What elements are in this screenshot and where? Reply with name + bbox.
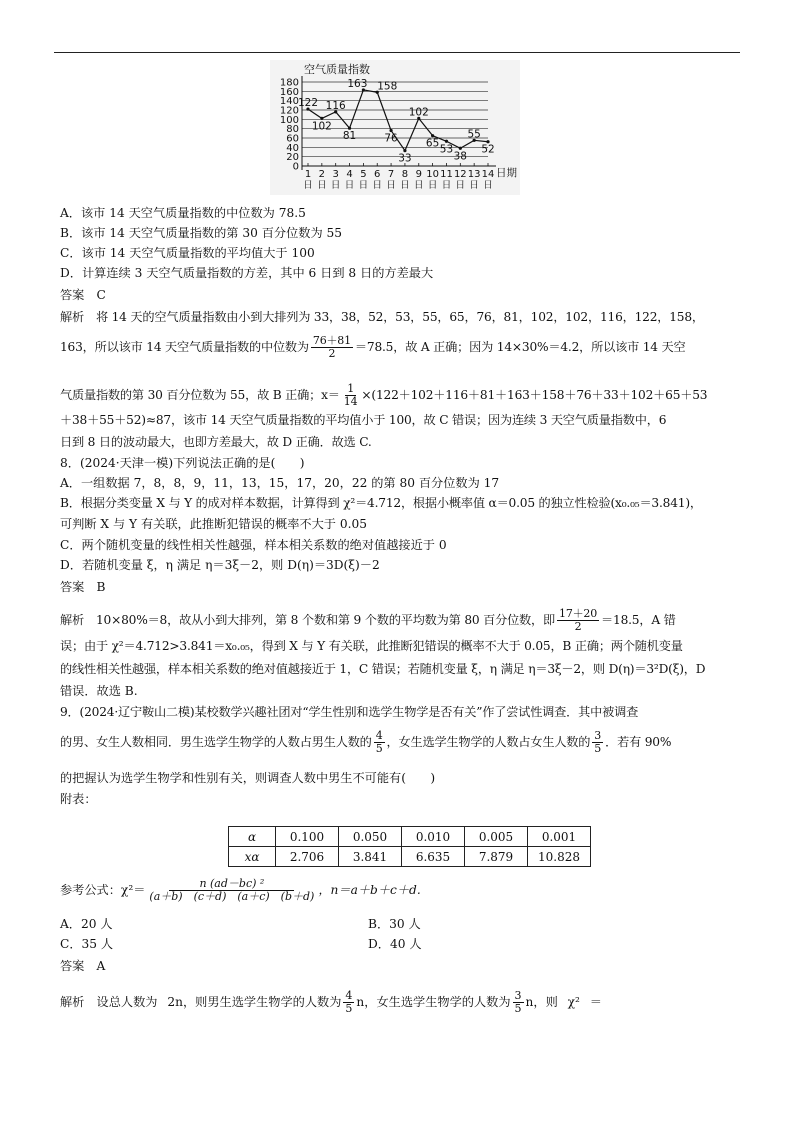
- chart-title: 空气质量指数: [304, 63, 370, 76]
- data-label: 55: [467, 128, 481, 141]
- q9-option-b: B．30 人: [368, 917, 421, 931]
- y-tick-label: 120: [279, 105, 299, 117]
- q9-stem-line-1: 9．(2024·辽宁鞍山二模)某校数学兴趣社团对“学生性别和选学生物学是否有关”作了尝试性调查．其中被调查: [60, 705, 639, 719]
- x-tick-label-unit: 日: [469, 180, 479, 191]
- q9-explanation-line-1: 解析 设总人数为 2n，则男生选学生物学的人数为 $\frac{4}{5}$ n，女生选学生物学的人数为 $\frac{3}{5}$ n，则 χ² ＝: [60, 989, 602, 1015]
- q8-option-d: D．若随机变量 ξ，η 满足 η＝3ξ－2，则 D(η)＝3D(ξ)－2: [60, 558, 380, 572]
- data-label: 33: [398, 152, 412, 165]
- x-tick-label-unit: 日: [414, 180, 424, 191]
- data-label: 81: [342, 130, 357, 143]
- q7-explanation-line-2: 163，所以该市 14 天空气质量指数的中位数为 $\frac{76+81}{2}$ ＝78.5，故 A 正确；因为 14×30%＝4.2，所以该市 14 天空: [60, 334, 686, 360]
- q7-answer: 答案 C: [60, 288, 106, 302]
- q7-explanation-line-3: 气质量指数的第 30 百分位数为 55，故 B 正确；x＝ $\frac{1}{14}$ ×(122＋102＋116＋81＋163＋158＋76＋33＋102＋65＋53: [60, 382, 708, 408]
- x-tick-label-number: 6: [374, 169, 381, 180]
- q8-option-a: A．一组数据 7，8，8，9，11，13，15，17，20，22 的第 80 百分位数为 17: [60, 476, 500, 490]
- x-tick-label-number: 10: [426, 169, 439, 180]
- critical-value-table: [228, 826, 591, 867]
- table-cell: 0.001: [528, 827, 591, 847]
- data-label: 52: [481, 143, 495, 156]
- q8-option-b-line-2: 可判断 X 与 Y 有关联，此推断犯错误的概率不大于 0.05: [60, 517, 367, 531]
- data-label: 102: [311, 120, 332, 133]
- table-cell: 2.706: [276, 847, 339, 867]
- chi-square-formula-fraction: $\frac{\text{n (ad－bc) ²}}{(a+b) (c+d) (a+c) (b+d)}$: [149, 877, 315, 903]
- y-tick-label: 180: [279, 77, 299, 89]
- data-label: 163: [347, 77, 368, 90]
- fraction: $\frac{3}{5}$: [514, 989, 522, 1015]
- table-cell: 0.100: [276, 827, 339, 847]
- table-cell: 0.050: [339, 827, 402, 847]
- x-tick-label-unit: 日: [330, 180, 341, 191]
- x-tick-label-number: 9: [415, 169, 422, 180]
- x-tick-label-unit: 日: [441, 180, 452, 191]
- y-tick-label: 140: [279, 96, 299, 108]
- y-tick-label: 60: [286, 133, 299, 145]
- x-tick-label-unit: 日: [372, 180, 382, 191]
- data-label: 65: [425, 137, 440, 150]
- q8-option-c: C．两个随机变量的线性相关性越强，样本相关系数的绝对值越接近于 0: [60, 538, 447, 552]
- y-tick-label: 100: [279, 114, 299, 126]
- data-label: 158: [377, 80, 398, 93]
- x-tick-label-unit: 日: [483, 180, 493, 191]
- y-tick-label: 0: [292, 161, 299, 173]
- y-tick-label: 20: [286, 152, 299, 164]
- table-cell: 7.879: [465, 847, 528, 867]
- data-label: 122: [297, 97, 319, 110]
- x-tick-label-unit: 日: [303, 180, 313, 191]
- data-label: 53: [439, 143, 454, 156]
- q9-appendix-label: 附表：: [60, 792, 97, 806]
- table-cell: 3.841: [339, 847, 402, 867]
- x-tick-label-number: 7: [387, 169, 395, 180]
- q7-option-b: B．该市 14 天空气质量指数的第 30 百分位数为 55: [60, 226, 343, 240]
- data-label: 76: [384, 132, 398, 145]
- y-tick-label: 80: [286, 124, 299, 136]
- table-cell: 10.828: [528, 847, 591, 867]
- q9-option-d: D．40 人: [368, 937, 422, 951]
- x-tick-label-unit: 日: [358, 180, 369, 191]
- x-tick-label-unit: 日: [317, 180, 327, 191]
- q7-option-d: D．计算连续 3 天空气质量指数的方差，其中 6 日到 8 日的方差最大: [60, 266, 434, 280]
- x-tick-label-number: 4: [346, 169, 353, 180]
- x-tick-label-number: 2: [318, 169, 326, 180]
- q7-explanation-line-5: 日到 8 日的波动最大，也即方差最大，故 D 正确．故选 C.: [60, 435, 372, 449]
- q9-option-a: A．20 人: [60, 917, 113, 931]
- fraction: $\frac{1}{14}$: [343, 382, 358, 408]
- q8-option-b-line-1: B．根据分类变量 X 与 Y 的成对样本数据，计算得到 χ²＝4.712，根据小概率值 α＝0.05 的独立性检验(x₀.₀₅＝3.841)，: [60, 496, 702, 510]
- q8-explanation-line-4: 错误．故选 B.: [60, 684, 138, 698]
- q9-answer: 答案 A: [60, 959, 106, 973]
- q9-stem-line-3: 的把握认为选学生物学和性别有关，则调查人数中男生不可能有( ): [60, 771, 436, 785]
- q8-explanation-line-1: 解析 10×80%＝8，故从小到大排列，第 8 个数和第 9 个数的平均数为第 80 百分位数，即 $\frac{17+20}{2}$ ＝18.5，A 错: [60, 607, 676, 633]
- fraction: $\frac{76+81}{2}$: [312, 334, 351, 360]
- q7-explanation-line-4: ＋38＋55＋52)≈87，该市 14 天空气质量指数的平均值小于 100，故 C 错误；因为连续 3 天空气质量指数中，6: [60, 413, 667, 427]
- table-row: [229, 827, 591, 847]
- fraction: $\frac{4}{5}$: [345, 989, 353, 1015]
- q9-option-c: C．35 人: [60, 937, 114, 951]
- x-tick-label-unit: 日: [344, 180, 355, 191]
- y-tick-label: 160: [279, 86, 299, 98]
- fraction: $\frac{3}{5}$: [594, 729, 602, 755]
- fraction: $\frac{17+20}{2}$: [559, 607, 598, 633]
- q8-answer: 答案 B: [60, 580, 106, 594]
- table-cell: 6.635: [402, 847, 465, 867]
- x-tick-label-unit: 日: [400, 180, 410, 191]
- q9-stem-line-2: 的男、女生人数相同．男生选学生物学的人数占男生人数的 $\frac{4}{5}$ ，女生选学生物学的人数占女生人数的 $\frac{3}{5}$ ．若有 90%: [60, 729, 672, 755]
- x-tick-label-number: 12: [453, 169, 467, 180]
- table-cell: xα: [229, 847, 276, 867]
- x-tick-label-number: 5: [360, 169, 367, 180]
- data-label: 116: [325, 99, 346, 112]
- x-tick-label-number: 14: [481, 169, 495, 180]
- fraction: $\frac{4}{5}$: [375, 729, 383, 755]
- x-tick-label-number: 13: [467, 169, 481, 180]
- x-tick-label-unit: 日: [427, 180, 438, 191]
- x-tick-label-unit: 日: [455, 180, 466, 191]
- q7-option-a: A．该市 14 天空气质量指数的中位数为 78.5: [60, 206, 306, 220]
- header-rule: [54, 52, 740, 53]
- q9-formula: 参考公式：χ²＝ $\frac{\text{n (ad－bc) ²}}{(a+b) (c+d) (a+c) (b+d)}$ ，n＝a＋b＋c＋d.: [60, 877, 421, 903]
- x-tick-label-number: 3: [332, 169, 339, 180]
- q8-explanation-line-2: 误；由于 χ²＝4.712>3.841＝x₀.₀₅，得到 X 与 Y 有关联，此推断犯错误的概率不大于 0.05，B 正确；两个随机变量: [60, 639, 683, 653]
- table-cell: 0.010: [402, 827, 465, 847]
- q7-option-c: C．该市 14 天空气质量指数的平均值大于 100: [60, 246, 315, 260]
- table-cell: 0.005: [465, 827, 528, 847]
- q7-explanation-line-1: 解析 将 14 天的空气质量指数由小到大排列为 33，38，52，53，55，65，76，81，102，102，116，122，158，: [60, 310, 704, 324]
- data-label: 102: [408, 106, 429, 119]
- y-tick-label: 40: [286, 142, 299, 154]
- table-row: [229, 847, 591, 867]
- q8-explanation-line-3: 的线性相关性越强，样本相关系数的绝对值越接近于 1，C 错误；若随机变量 ξ，η 满足 η＝3ξ－2，则 D(η)＝3²D(ξ)，D: [60, 662, 706, 676]
- data-label: 38: [453, 150, 467, 163]
- table-cell: α: [229, 827, 276, 847]
- q8-stem: 8．(2024·天津一模)下列说法正确的是( ): [60, 456, 305, 470]
- x-tick-label-number: 11: [440, 169, 453, 180]
- air-quality-line-chart: [270, 60, 520, 195]
- x-tick-label-unit: 日: [386, 180, 396, 191]
- x-tick-label-number: 8: [401, 169, 409, 180]
- x-axis-label: 日期: [496, 167, 517, 179]
- x-tick-label-number: 1: [304, 169, 312, 180]
